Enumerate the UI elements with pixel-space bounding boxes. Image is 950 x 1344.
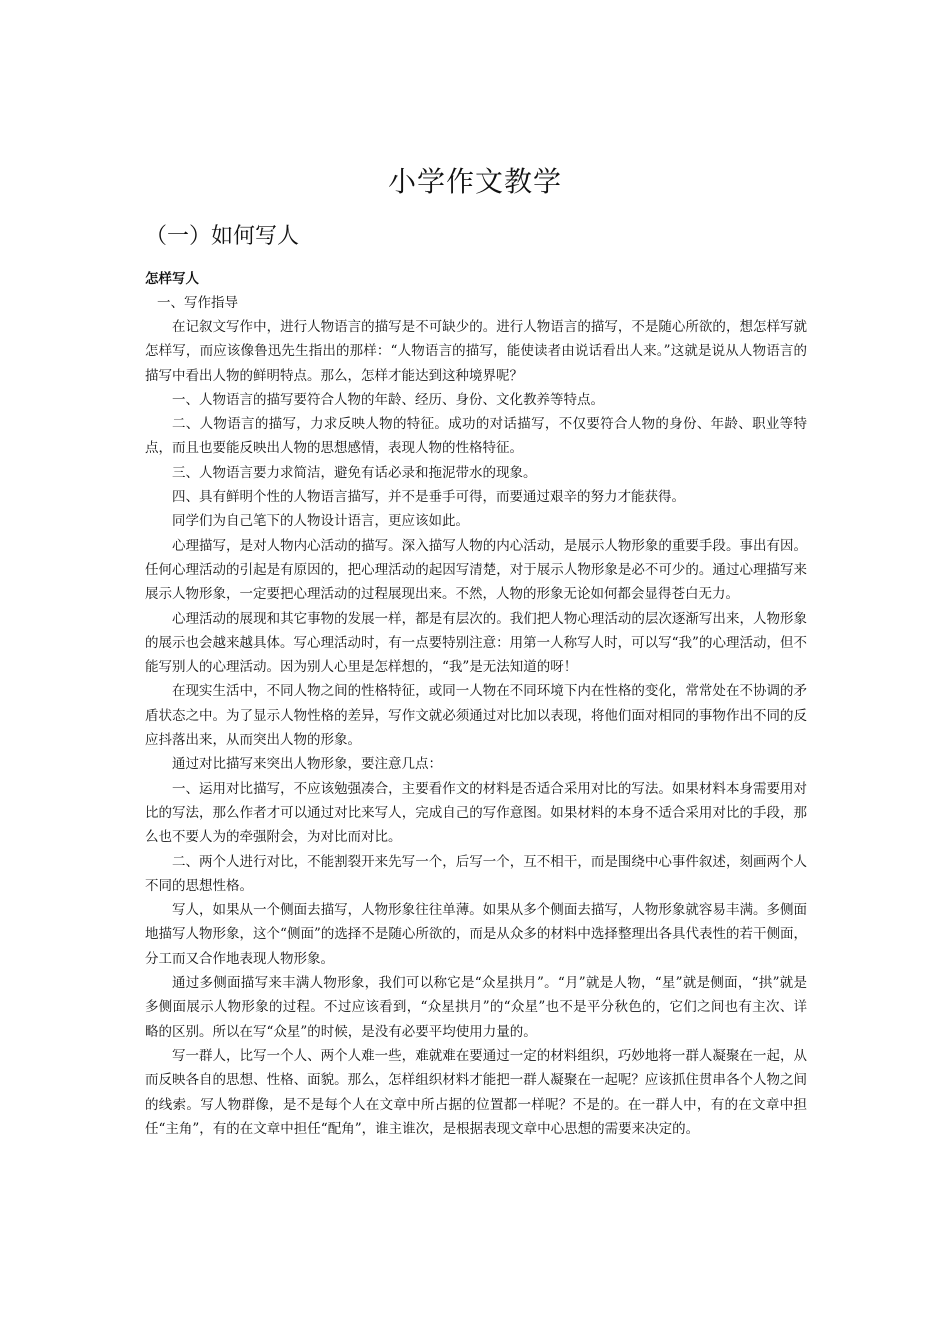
paragraph: 二、人物语言的描写，力求反映人物的特征。成功的对话描写，不仅要符合人物的身份、年龄、职业等特点，而且也要能反映出人物的思想感情，表现人物的性格特征。 — [145, 416, 807, 457]
guide-label: 一、写作指导 — [157, 295, 238, 311]
subheading: 怎样写人 — [145, 271, 199, 287]
paragraph: 写人，如果从一个侧面去描写，人物形象往往单薄。如果从多个侧面去描写，人物形象就容易丰满。多侧面地描写人物形象，这个“侧面”的选择不是随心所欲的，而是从众多的材料中选择整理出各具代表性的若干侧面，分工而又合作地表现人物形象。 — [145, 902, 807, 967]
paragraph: 通过对比描写来突出人物形象，要注意几点： — [172, 756, 442, 773]
page-title: 小学作文教学 — [387, 165, 562, 198]
paragraph: 同学们为自己笔下的人物设计语言，更应该如此。 — [172, 513, 469, 530]
document-body — [145, 268, 807, 1141]
paragraph: 一、人物语言的描写要符合人物的年龄、经历、身份、文化教养等特点。 — [172, 391, 604, 408]
paragraph: 二、两个人进行对比，不能割裂开来先写一个，后写一个，互不相干，而是围绕中心事件叙述，刻画两个人不同的思想性格。 — [145, 853, 807, 894]
paragraph: 通过多侧面描写来丰满人物形象，我们可以称它是“众星拱月”。“月”就是人物，“星”就是侧面，“拱”就是多侧面展示人物形象的过程。不过应该看到，“众星拱月”的“众星”也不是平分秋色的，它们之间也有主次、详略的区别。所以在写“众星”的时候，是没有必要平均使用力量的。 — [145, 975, 807, 1040]
paragraph: 写一群人，比写一个人、两个人难一些，难就难在要通过一定的材料组织，巧妙地将一群人凝聚在一起，从而反映各自的思想、性格、面貌。那么，怎样组织材料才能把一群人凝聚在一起呢？应该抓住贯串各个人物之间的线索。写人物群像，是不是每个人在文章中所占据的位置都一样呢？不是的。在一群人中，有的在文章中担任“主角”，有的在文章中担任“配角”，谁主谁次，是根据表现文章中心思想的需要来决定的。 — [145, 1047, 807, 1137]
paragraph: 心理描写，是对人物内心活动的描写。深入描写人物的内心活动，是展示人物形象的重要手段。事出有因。任何心理活动的引起是有原因的，把心理活动的起因写清楚，对于展示人物形象是必不可少的。通过心理描写来展示人物形象，一定要把心理活动的过程展现出来。不然，人物的形象无论如何都会显得苍白无力。 — [145, 537, 807, 603]
paragraph: 心理活动的展现和其它事物的发展一样，都是有层次的。我们把人物心理活动的层次逐渐写出来，人物形象的展示也会越来越具体。写心理活动时，有一点要特别注意：用第一人称写人时，可以写“我”的心理活动，但不能写别人的心理活动。因为别人心里是怎样想的，“我”是无法知道的呀！ — [145, 610, 807, 676]
paragraph: 四、具有鲜明个性的人物语言描写，并不是垂手可得，而要通过艰辛的努力才能获得。 — [172, 489, 685, 506]
paragraph: 一、运用对比描写，不应该勉强凑合，主要看作文的材料是否适合采用对比的写法。如果材料本身需要用对比的写法，那么作者才可以通过对比来写人，完成自己的写作意图。如果材料的本身不适合采用对比的手段，那么也不要人为的牵强附会，为对比而对比。 — [145, 780, 807, 846]
paragraph: 在现实生活中，不同人物之间的性格特征，或同一人物在不同环境下内在性格的变化，常常处在不协调的矛盾状态之中。为了显示人物性格的差异，写作文就必须通过对比加以表现，将他们面对相同的事物作出不同的反应抖落出来，从而突出人物的形象。 — [145, 683, 807, 749]
paragraph: 三、人物语言要力求简洁，避免有话必录和拖泥带水的现象。 — [172, 464, 537, 481]
section-heading: （一）如何写人 — [145, 224, 300, 249]
paragraph: 在记叙文写作中，进行人物语言的描写是不可缺少的。进行人物语言的描写，不是随心所欲的，想怎样写就怎样写，而应该像鲁迅先生指出的那样：“人物语言的描写，能使读者由说话看出人来。”这就是说从人物语言的描写中看出人物的鲜明特点。那么，怎样才能达到这种境界呢？ — [145, 319, 807, 384]
